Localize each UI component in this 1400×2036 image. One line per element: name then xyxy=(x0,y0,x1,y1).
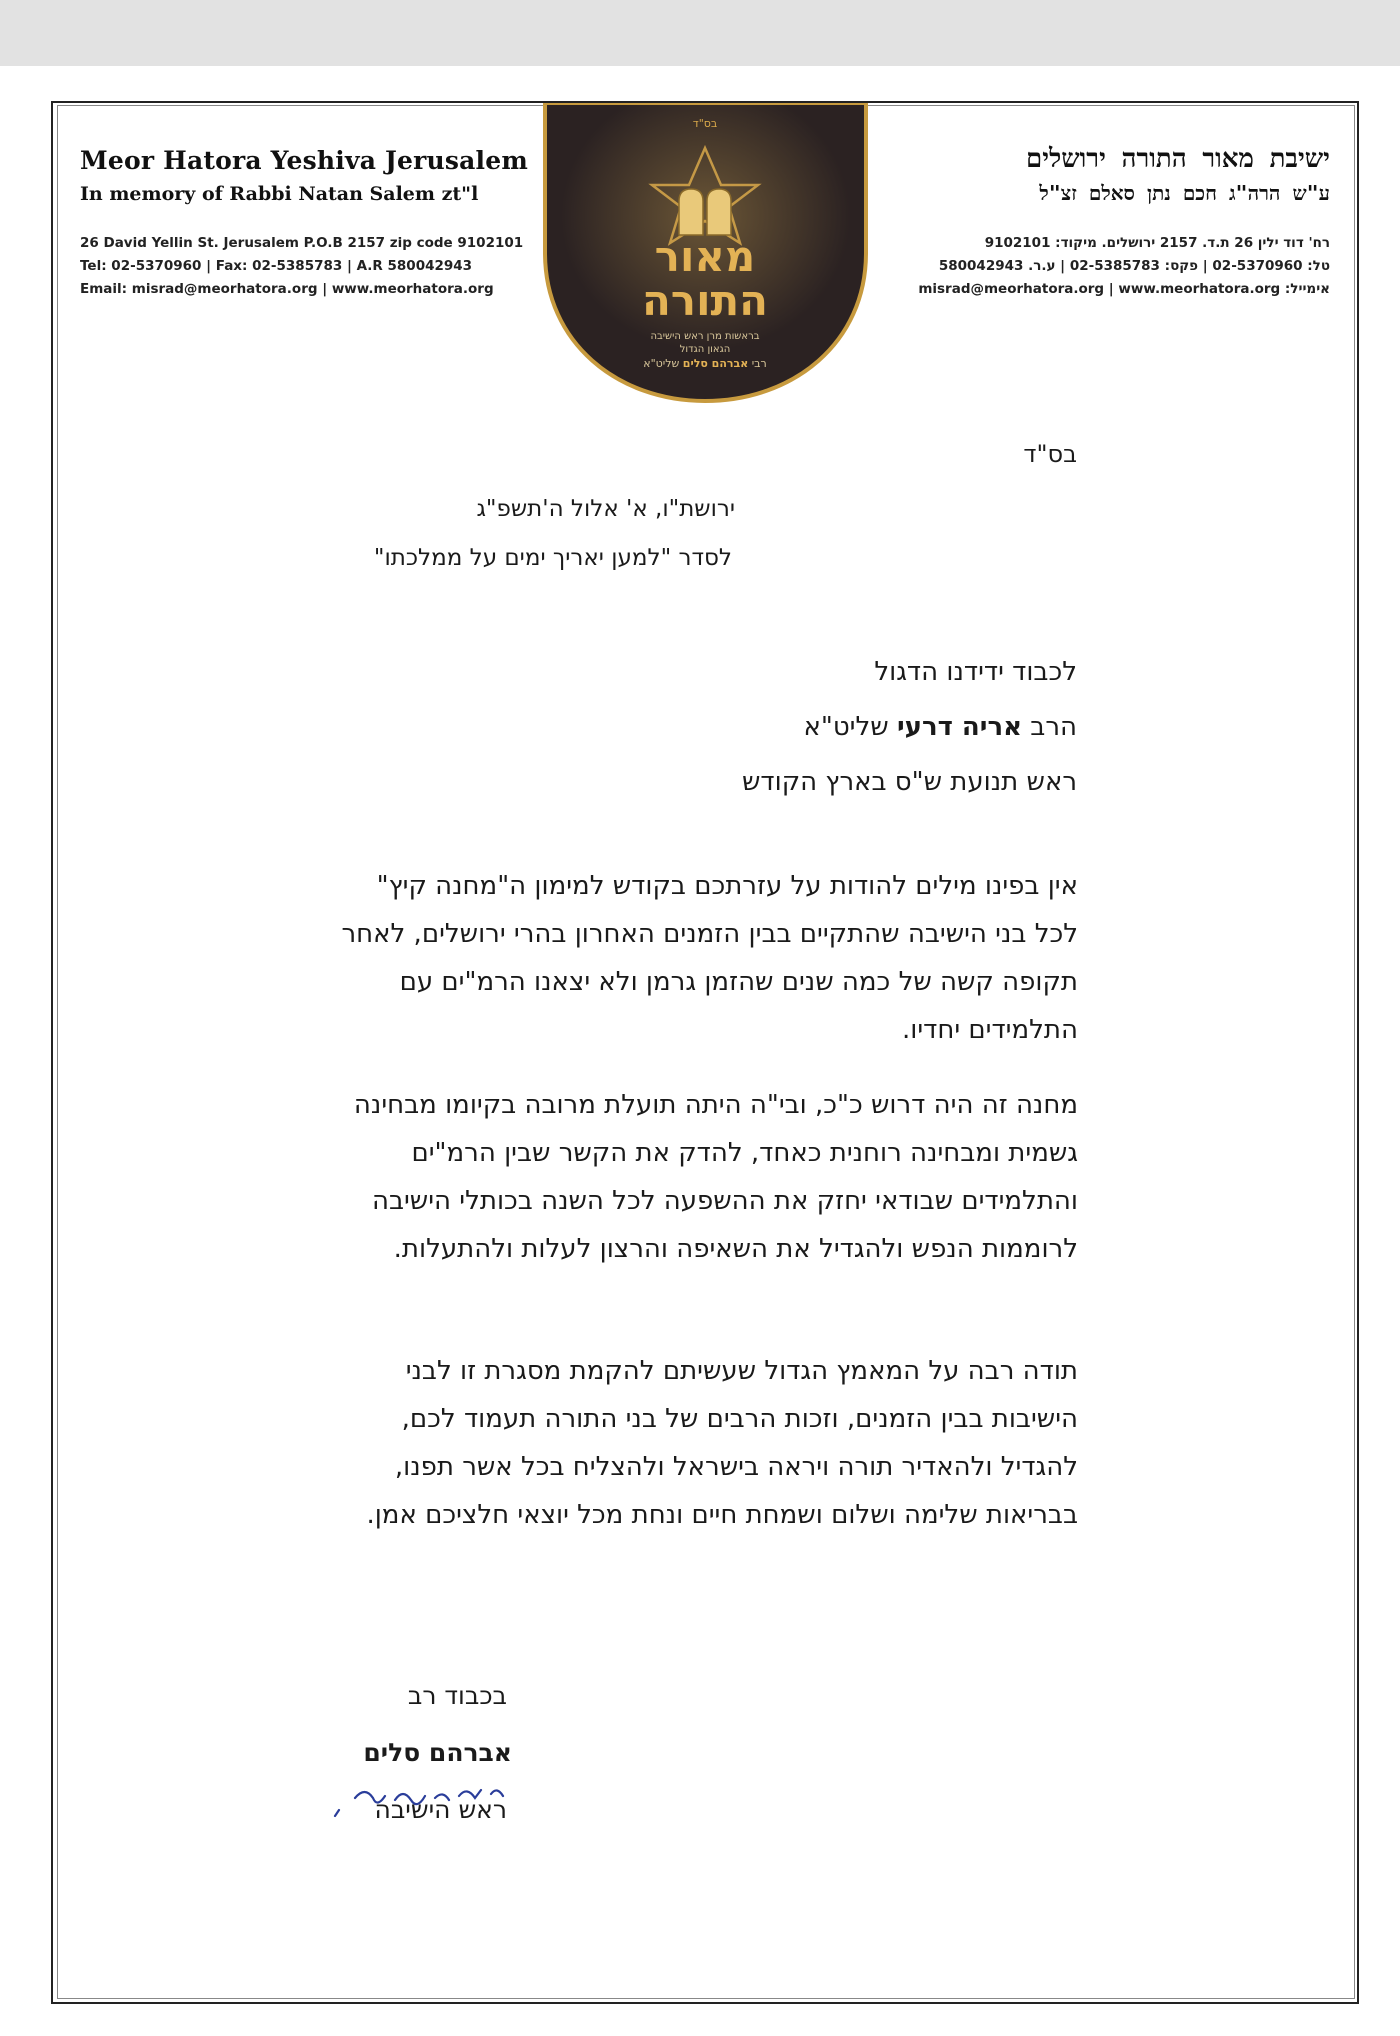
addressee-title: הרב xyxy=(1030,712,1077,742)
addressee-line-3: ראש תנועת ש"ס בארץ הקודש xyxy=(742,767,1077,797)
logo-top-text: בס"ד xyxy=(692,117,718,130)
letter-paragraph-1: אין בפינו מילים להודות על עזרתכם בקודש למימון ה"מחנה קיץ" לכל בני הישיבה שהתקיים בבין הזמנים האחרון בהרי ירושלים, לאחר תקופה קשה של כמה שנים שהזמן גרמן ולא יצאנו הרמ"ים עם התלמידים יחדיו. xyxy=(341,871,1078,1045)
english-phone-line: Tel: 02-5370960 | Fax: 02-5385783 | A.R 580042943 xyxy=(80,258,473,274)
english-title: Meor Hatora Yeshiva Jerusalem xyxy=(80,146,529,175)
letter-closing: בכבוד רב xyxy=(407,1681,507,1710)
yeshiva-logo xyxy=(543,103,868,403)
logo-sub-line-3 xyxy=(643,357,767,370)
hebrew-contact-block xyxy=(918,232,1330,301)
hebrew-address-line: רח' דוד ילין 26 ת.ד. 2157 ירושלים. מיקוד: 9102101 xyxy=(984,235,1330,251)
letter-seder: לסדר "למען יאריך ימים על ממלכתו" xyxy=(373,545,732,571)
logo-sub-line-1: בראשות מרן ראש הישיבה xyxy=(650,331,760,342)
logo-name-line-2: התורה xyxy=(641,276,769,325)
english-memorial-line: In memory of Rabbi Natan Salem zt"l xyxy=(80,183,479,205)
hebrew-memorial-line: ע"ש הרה"ג חכם נתן סאלם זצ"ל xyxy=(1039,181,1330,205)
addressee-name: אריה דרעי xyxy=(896,712,1023,742)
logo-sub-suffix: שליט"א xyxy=(643,357,680,370)
letter-paragraph-3: תודה רבה על המאמץ הגדול שעשיתם להקמת מסגרת זו לבני הישיבות בבין הזמנים, וזכות הרבים של בני התורה תעמוד לכם, להגדיל ולהאדיר תורה ויראה בישראל ולהצליח בכל אשר תפנו, בבריאות שלימה ושלום ושמחת חיים ונחת מכל יוצאי חלציכם אמן. xyxy=(366,1356,1078,1530)
addressee-line-2 xyxy=(742,700,1077,755)
logo-sub-name: אברהם סלים xyxy=(682,357,749,370)
addressee-line-1: לכבוד ידידנו הדגול xyxy=(874,657,1077,687)
logo-sub-prefix: רבי xyxy=(751,357,767,370)
hebrew-phone-line: טל: 02-5370960 | פקס: 02-5385783 | ע.ר. 580042943 xyxy=(938,258,1330,274)
letter-addressee xyxy=(742,645,1077,810)
letter-date: ירושת"ו, א' אלול ה'תשפ"ג xyxy=(476,496,735,522)
hebrew-email-line: אימייל: misrad@meorhatora.org | www.meorhatora.org xyxy=(918,281,1330,297)
addressee-honorific: שליט"א xyxy=(803,712,889,742)
letter-paragraph-2: מחנה זה היה דרוש כ"כ, ובי"ה היתה תועלת מרובה בקיומו מבחינה גשמית ומבחינה רוחנית כאחד, להדק את הקשר שבין הרמ"ים והתלמידים שבודאי יחזק את ההשפעה לכל השנה בכותלי הישיבה לרוממות הנפש ולהגדיל את השאיפה והרצון לעלות ולהתעלות. xyxy=(353,1090,1078,1264)
hebrew-title: ישיבת מאור התורה ירושלים xyxy=(1026,144,1330,174)
top-bar xyxy=(0,0,1400,66)
letter-bsd: בס"ד xyxy=(1023,440,1077,468)
letter-signer-name: אברהם סלים xyxy=(363,1738,512,1767)
english-contact-block xyxy=(80,232,523,301)
logo-sub-line-2: הגאון הגדול xyxy=(679,344,731,355)
english-address-line: 26 David Yellin St. Jerusalem P.O.B 2157 zip code 9102101 xyxy=(80,235,524,251)
english-email-line: Email: misrad@meorhatora.org | www.meorhatora.org xyxy=(80,281,494,297)
letter-signer-role: ראש הישיבה xyxy=(374,1795,507,1824)
logo-name-line-1: מאור xyxy=(654,232,756,281)
